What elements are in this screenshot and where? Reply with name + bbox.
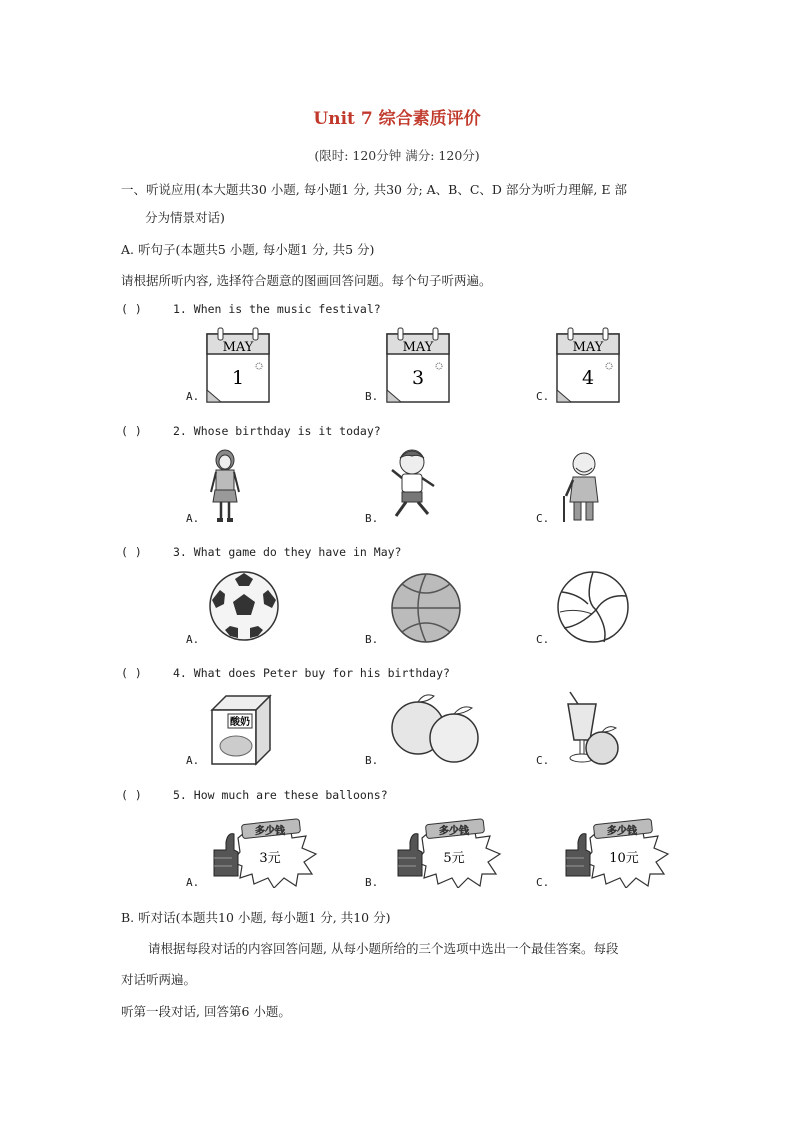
- girl-icon: [208, 448, 242, 524]
- option-label-b: B.: [365, 390, 379, 403]
- oranges-icon: [388, 690, 484, 764]
- question-2: [121, 424, 381, 438]
- option-label-a: A.: [186, 390, 200, 403]
- football-icon: [208, 570, 280, 642]
- carton-label: 酸奶: [230, 717, 250, 728]
- price-value: 10元: [609, 851, 639, 866]
- price-tag-10-yuan-icon: [560, 818, 670, 888]
- orange-juice-icon: [556, 690, 622, 766]
- calendar-day: 4: [581, 367, 595, 389]
- price-value: 5元: [443, 851, 465, 866]
- basketball-icon: [390, 572, 462, 644]
- question-text: 4. What does Peter buy for his birthday?: [173, 666, 450, 680]
- calendar-day: 3: [411, 367, 425, 389]
- option-label-a: A.: [186, 876, 200, 889]
- yogurt-carton-icon: [206, 692, 276, 766]
- section1-heading-line1: 一、听说应用(本大题共30 小题, 每小题1 分, 共30 分; A、B、C、D 部分为听力理解, E 部: [121, 182, 627, 197]
- price-tag-5-yuan-icon: [392, 818, 502, 888]
- time-score-info: (限时: 120分钟 满分: 120分): [314, 148, 480, 163]
- volleyball-icon: [556, 570, 630, 644]
- page-title: Unit 7 综合素质评价: [313, 109, 481, 129]
- partA-heading: A. 听句子(本题共5 小题, 每小题1 分, 共5 分): [121, 242, 375, 257]
- price-badge: 多少钱: [439, 826, 469, 837]
- price-badge: 多少钱: [255, 826, 285, 837]
- option-label-a: A.: [186, 754, 200, 767]
- question-text: 2. Whose birthday is it today?: [173, 424, 381, 438]
- question-3: [121, 545, 401, 559]
- question-text: 1. When is the music festival?: [173, 302, 381, 316]
- calendar-may-1-icon: [204, 326, 272, 404]
- answer-blank[interactable]: ( ): [121, 302, 142, 316]
- price-value: 3元: [259, 851, 281, 866]
- option-label-b: B.: [365, 512, 379, 525]
- option-label-c: C.: [536, 754, 550, 767]
- calendar-may-3-icon: [384, 326, 452, 404]
- price-badge: 多少钱: [607, 826, 637, 837]
- option-label-a: A.: [186, 633, 200, 646]
- option-label-b: B.: [365, 754, 379, 767]
- question-text: 5. How much are these balloons?: [173, 788, 388, 802]
- calendar-month: MAY: [572, 340, 604, 355]
- boy-icon: [388, 448, 438, 522]
- section1-heading-line2: 分为情景对话): [145, 210, 225, 225]
- partB-heading: B. 听对话(本题共10 小题, 每小题1 分, 共10 分): [121, 910, 391, 925]
- answer-blank[interactable]: ( ): [121, 424, 142, 438]
- price-tag-3-yuan-icon: [208, 818, 318, 888]
- calendar-day: 1: [231, 367, 245, 389]
- grandpa-icon: [560, 450, 606, 524]
- question-1: [121, 302, 381, 316]
- calendar-month: MAY: [222, 340, 254, 355]
- option-label-c: C.: [536, 633, 550, 646]
- option-label-c: C.: [536, 390, 550, 403]
- option-label-c: C.: [536, 876, 550, 889]
- partB-instruction-line2: 对话听两遍。: [121, 972, 197, 987]
- option-label-a: A.: [186, 512, 200, 525]
- answer-blank[interactable]: ( ): [121, 666, 142, 680]
- calendar-may-4-icon: [554, 326, 622, 404]
- option-label-b: B.: [365, 876, 379, 889]
- answer-blank[interactable]: ( ): [121, 545, 142, 559]
- dialog1-instruction: 听第一段对话, 回答第6 小题。: [121, 1004, 291, 1019]
- calendar-month: MAY: [402, 340, 434, 355]
- question-4: [121, 666, 450, 680]
- answer-blank[interactable]: ( ): [121, 788, 142, 802]
- partA-instruction: 请根据所听内容, 选择符合题意的图画回答问题。每个句子听两遍。: [121, 273, 492, 288]
- partB-instruction-line1: 请根据每段对话的内容回答问题, 从每小题所给的三个选项中选出一个最佳答案。每段: [148, 941, 619, 956]
- option-label-c: C.: [536, 512, 550, 525]
- question-5: [121, 788, 388, 802]
- question-text: 3. What game do they have in May?: [173, 545, 402, 559]
- option-label-b: B.: [365, 633, 379, 646]
